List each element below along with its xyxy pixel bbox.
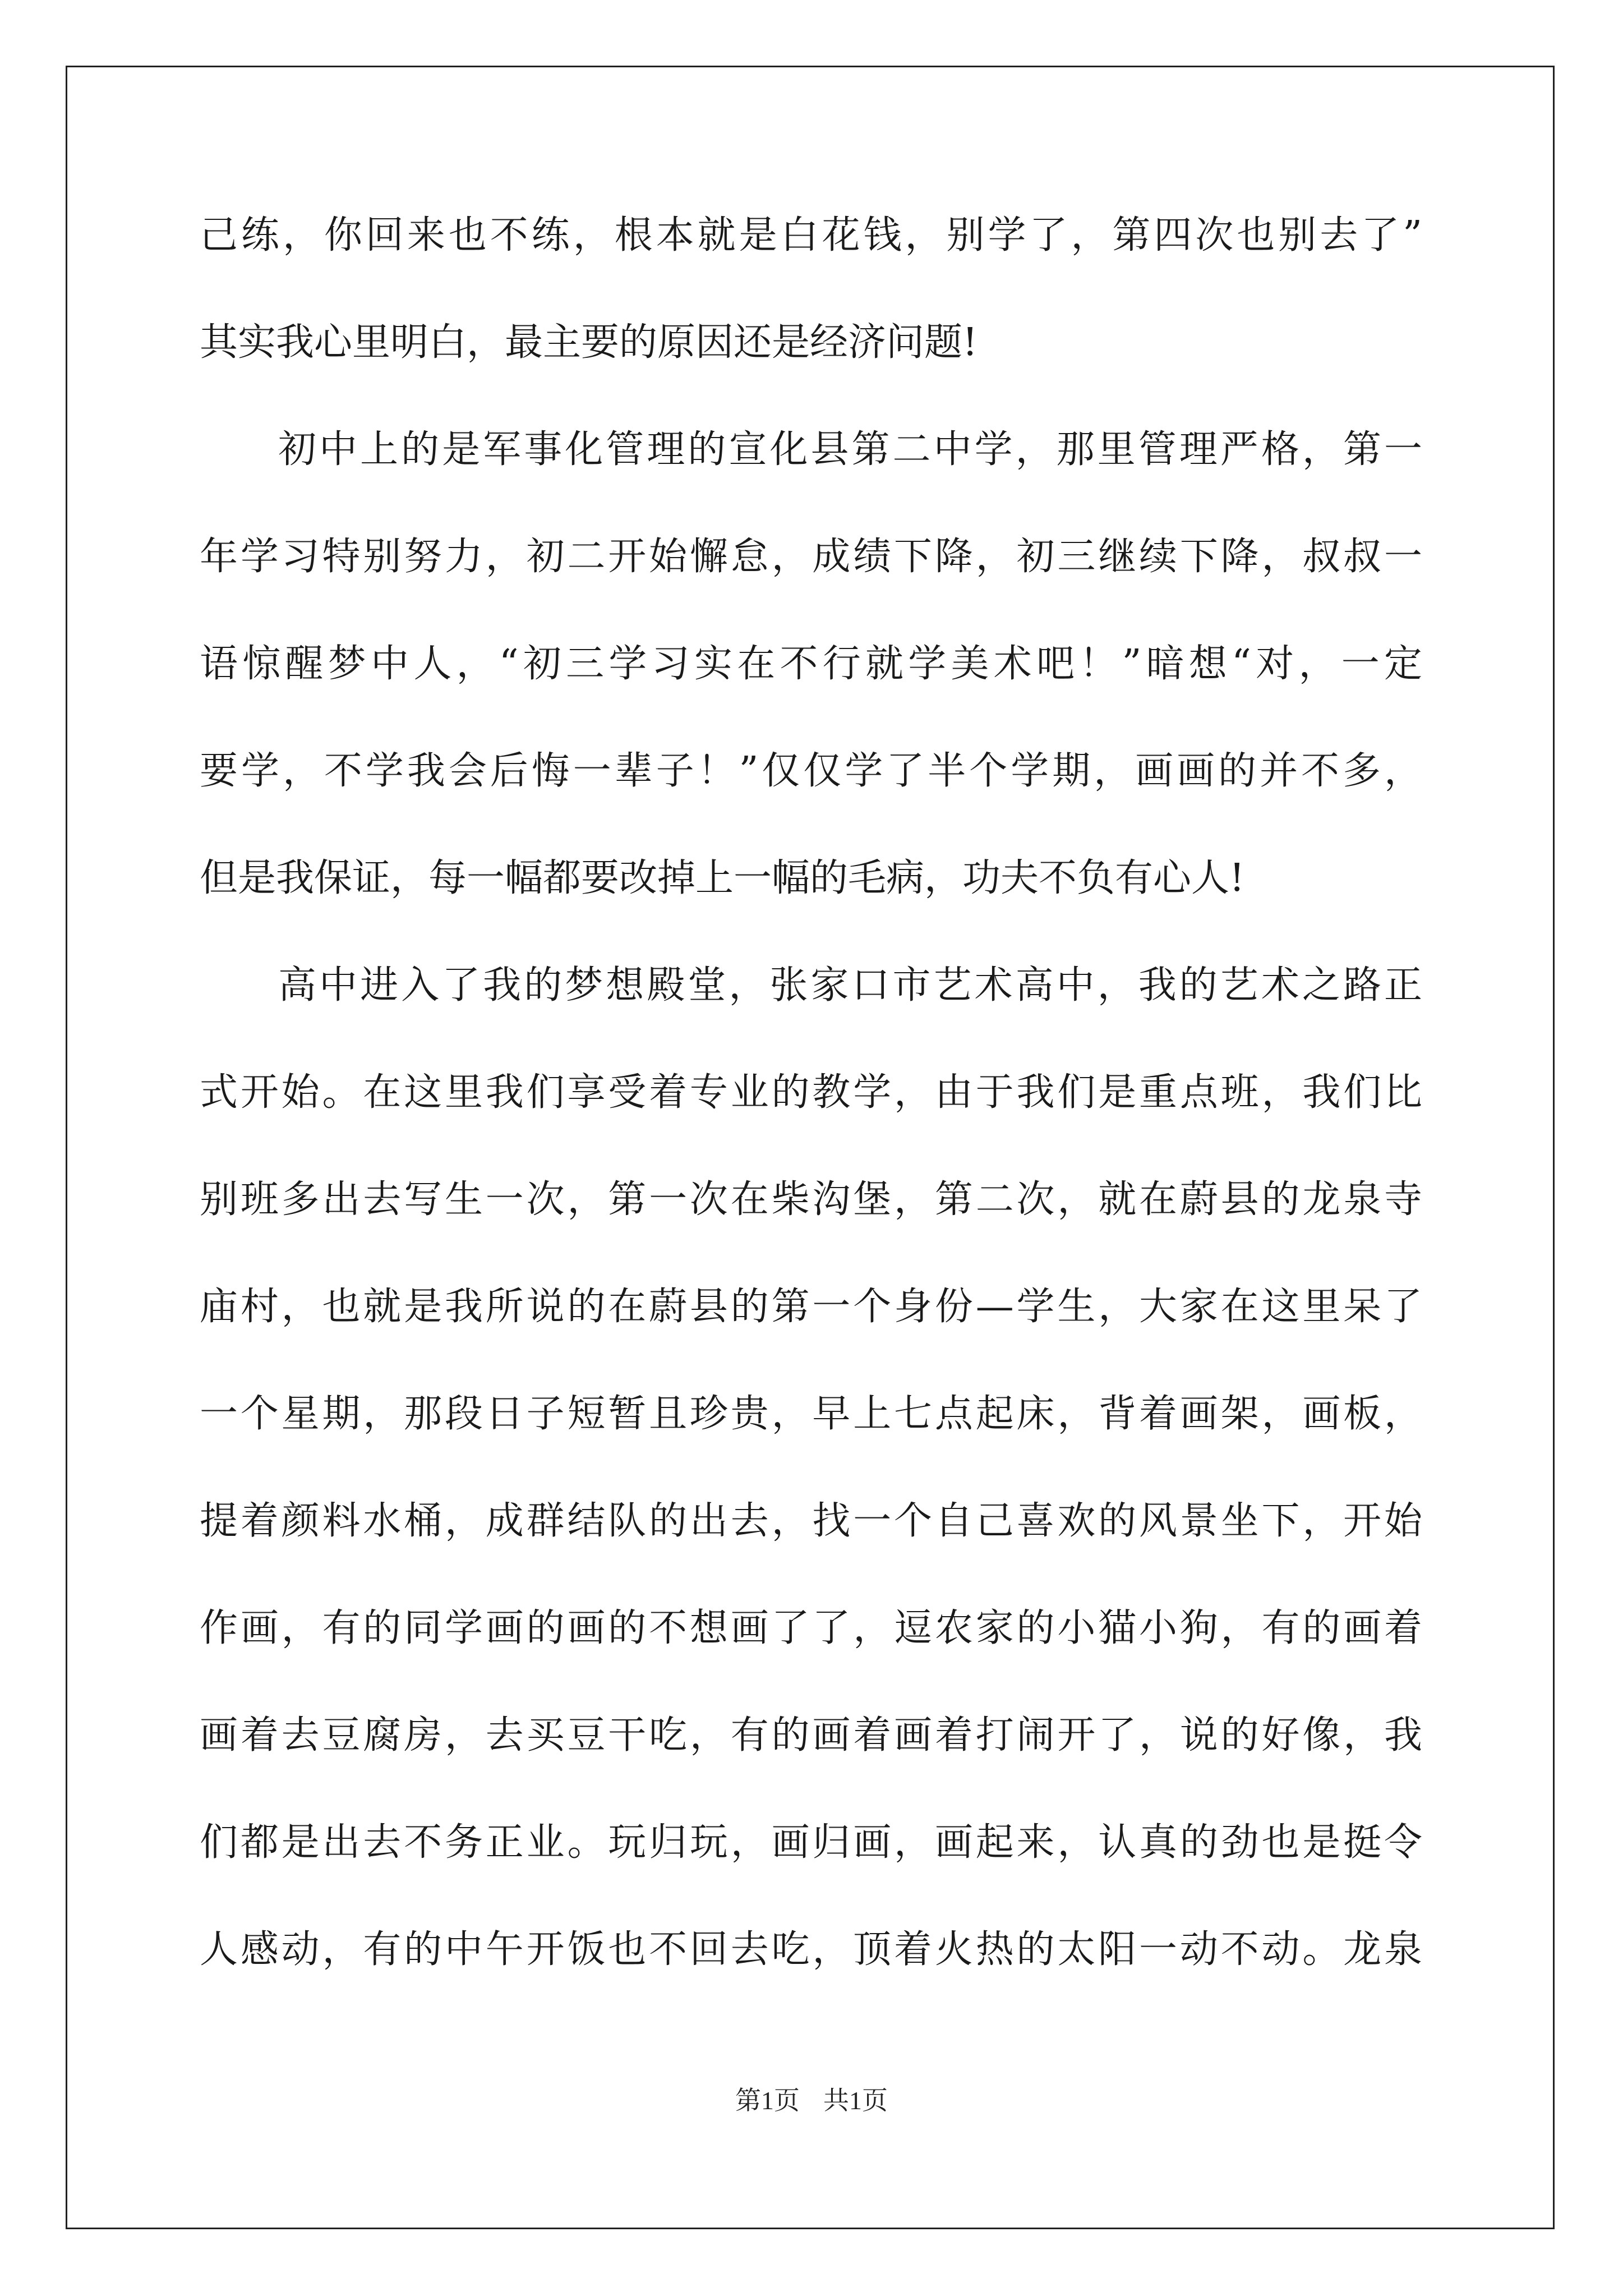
text-line: 其实我心里明白，最主要的原因还是经济问题! xyxy=(200,320,978,365)
text-line: 们都是出去不务正业。玩归玩，画归画，画起来，认真的劲也是挺令 xyxy=(200,1820,1422,1865)
text-line: 一个星期，那段日子短暂且珍贵，早上七点起床，背着画架，画板， xyxy=(200,1392,1422,1436)
text-line: 但是我保证，每一幅都要改掉上一幅的毛病，功夫不负有心人! xyxy=(200,856,1245,900)
text-line: 初中上的是军事化管理的宣化县第二中学，那里管理严格，第一 xyxy=(278,427,1422,472)
text-line: 别班多出去写生一次，第一次在柴沟堡，第二次，就在蔚县的龙泉寺 xyxy=(200,1177,1422,1222)
text-line: 要学，不学我会后悔一辈子！”仅仅学了半个学期，画画的并不多， xyxy=(200,749,1422,793)
text-line: 式开始。在这里我们享受着专业的教学，由于我们是重点班，我们比 xyxy=(200,1070,1422,1115)
text-line: 语惊醒梦中人，“初三学习实在不行就学美术吧！”暗想“对，一定 xyxy=(200,642,1422,686)
text-line: 己练，你回来也不练，根本就是白花钱，别学了，第四次也别去了” xyxy=(200,213,1422,257)
page-total: 共1页 xyxy=(823,2086,888,2115)
text-line: 人感动，有的中午开饭也不回去吃，顶着火热的太阳一动不动。龙泉 xyxy=(200,1927,1422,1972)
text-line: 画着去豆腐房，去买豆干吃，有的画着画着打闹开了，说的好像，我 xyxy=(200,1713,1422,1757)
page-number: 第1页 xyxy=(735,2086,800,2115)
text-line: 年学习特别努力，初二开始懈怠，成绩下降，初三继续下降，叔叔一 xyxy=(200,535,1422,579)
text-line: 提着颜料水桶，成群结队的出去，找一个自己喜欢的风景坐下，开始 xyxy=(200,1499,1422,1543)
document-body xyxy=(200,208,1422,2029)
text-line: 庙村，也就是我所说的在蔚县的第一个身份—学生，大家在这里呆了 xyxy=(200,1285,1422,1329)
text-line: 高中进入了我的梦想殿堂，张家口市艺术高中，我的艺术之路正 xyxy=(278,963,1422,1007)
text-line: 作画，有的同学画的画的不想画了了，逗农家的小猫小狗，有的画着 xyxy=(200,1606,1422,1650)
page-footer xyxy=(0,2084,1623,2118)
